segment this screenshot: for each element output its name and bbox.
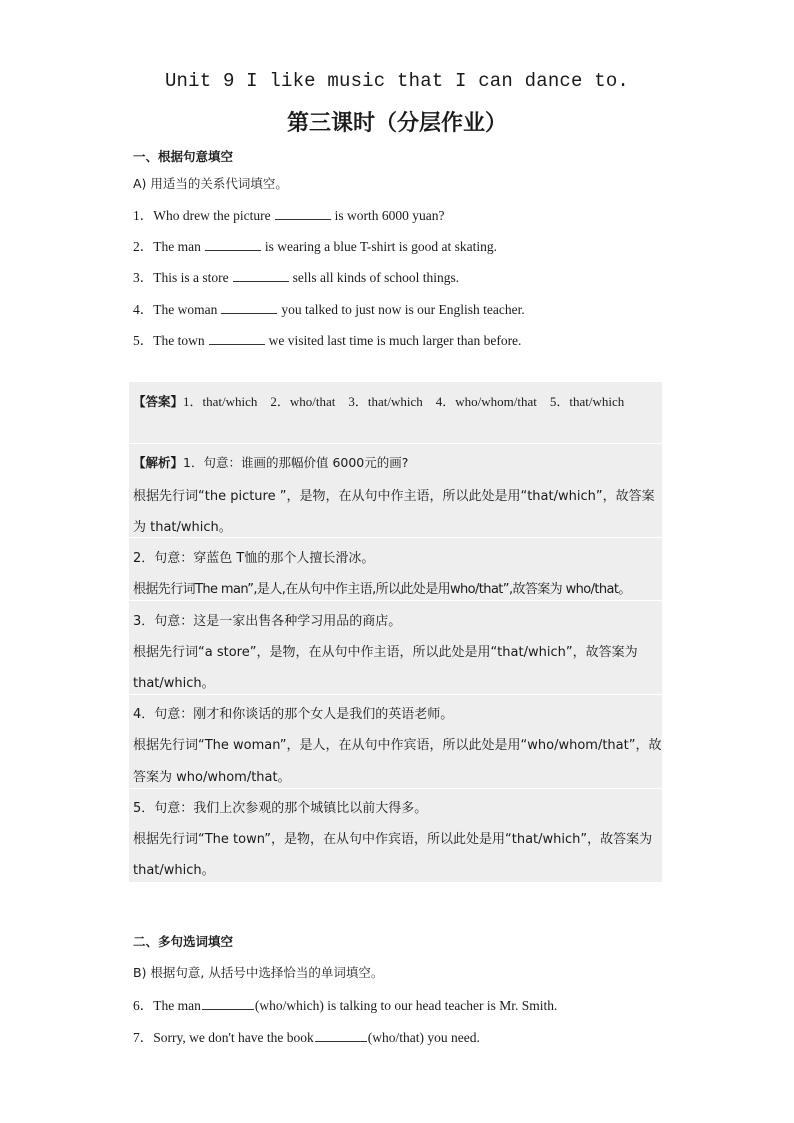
question-1 [133, 204, 444, 224]
question-5 [133, 329, 521, 349]
question-text-post: (who/that) you need. [367, 1030, 480, 1045]
divider [129, 694, 662, 695]
question-text-post: is wearing a blue T-shirt is good at skating. [264, 239, 497, 254]
question-number: 5． [133, 333, 154, 348]
answer-blank[interactable] [315, 1030, 367, 1042]
question-7 [133, 1026, 480, 1046]
analysis-label: 【解析】 [133, 455, 184, 470]
answer-blank[interactable] [205, 239, 261, 251]
analysis-5-line3: that/which。 [133, 863, 215, 878]
section2-instruction: B) 根据句意, 从括号中选择恰当的单词填空。 [133, 965, 384, 980]
analysis-1-line2: 根据先行词“the picture ”，是物，在从句中作主语，所以此处是用“that/which”，故答案 [133, 489, 655, 504]
question-text-pre: The town [153, 333, 205, 348]
question-text-post: (who/which) is talking to our head teacher is Mr. Smith. [254, 998, 558, 1013]
analysis-3-line3: that/which。 [133, 676, 215, 691]
section1-instruction: A) 用适当的关系代词填空。 [133, 176, 288, 191]
question-3 [133, 266, 459, 286]
question-text-pre: Sorry, we don't have the book [153, 1030, 314, 1045]
question-text-pre: The man [153, 998, 201, 1013]
question-4 [133, 298, 525, 318]
answer-label: 【答案】 [133, 394, 184, 409]
question-text-pre: Who drew the picture [153, 208, 271, 223]
answer-blank[interactable] [221, 302, 277, 314]
answer-line [133, 391, 624, 410]
answer-blank[interactable] [202, 998, 254, 1010]
answer-blank[interactable] [275, 208, 331, 220]
lesson-title: 第三课时（分层作业） [286, 111, 507, 136]
analysis-5-line1: 5．句意：我们上次参观的那个城镇比以前大得多。 [133, 801, 428, 816]
analysis-1-line3: 为 that/which。 [133, 520, 232, 535]
question-number: 3． [133, 270, 154, 285]
divider [129, 788, 662, 789]
question-text-pre: This is a store [153, 270, 229, 285]
question-6 [133, 994, 557, 1014]
analysis-4-line2: 根据先行词“The woman”，是人，在从句中作宾语，所以此处是用“who/whom/that”，故 [133, 738, 662, 753]
question-2 [133, 235, 497, 255]
analysis-2-line2: 根据先行词The man”,是人,在从句中作主语,所以此处是用who/that”,故答案为 who/that。 [133, 582, 631, 597]
question-text-post: is worth 6000 yuan? [334, 208, 445, 223]
question-number: 1． [133, 208, 154, 223]
question-number: 6． [133, 998, 154, 1013]
answer-blank[interactable] [233, 270, 289, 282]
question-number: 7． [133, 1030, 154, 1045]
question-text-pre: The man [153, 239, 201, 254]
divider [129, 537, 662, 538]
divider [129, 443, 662, 444]
question-text-pre: The woman [153, 302, 218, 317]
analysis-4-line3: 答案为 who/whom/that。 [133, 770, 291, 785]
analysis-text: 1．句意：谁画的那幅价值 6000元的画? [183, 455, 409, 470]
analysis-1-line1 [133, 453, 408, 471]
analysis-3-line2: 根据先行词“a store”，是物，在从句中作主语，所以此处是用“that/which”，故答案为 [133, 645, 638, 660]
divider [129, 600, 662, 601]
question-number: 4． [133, 302, 154, 317]
unit-title: Unit 9 I like music that I can dance to. [164, 70, 630, 92]
analysis-2-line1: 2．句意：穿蓝色 T恤的那个人擅长滑冰。 [133, 551, 375, 566]
analysis-3-line1: 3．句意：这是一家出售各种学习用品的商店。 [133, 614, 402, 629]
analysis-4-line1: 4．句意：刚才和你谈话的那个女人是我们的英语老师。 [133, 707, 454, 722]
answer-text: 1．that/which 2．who/that 3．that/which 4．who/whom/that 5．that/which [183, 394, 625, 409]
question-text-post: we visited last time is much larger than before. [268, 333, 522, 348]
section2-heading: 二、多句选词填空 [133, 934, 234, 949]
answer-blank[interactable] [209, 333, 265, 345]
section1-heading: 一、根据句意填空 [133, 149, 234, 164]
analysis-5-line2: 根据先行词“The town”，是物，在从句中作宾语，所以此处是用“that/which”，故答案为 [133, 832, 653, 847]
question-number: 2． [133, 239, 154, 254]
question-text-post: sells all kinds of school things. [292, 270, 460, 285]
question-text-post: you talked to just now is our English teacher. [281, 302, 525, 317]
